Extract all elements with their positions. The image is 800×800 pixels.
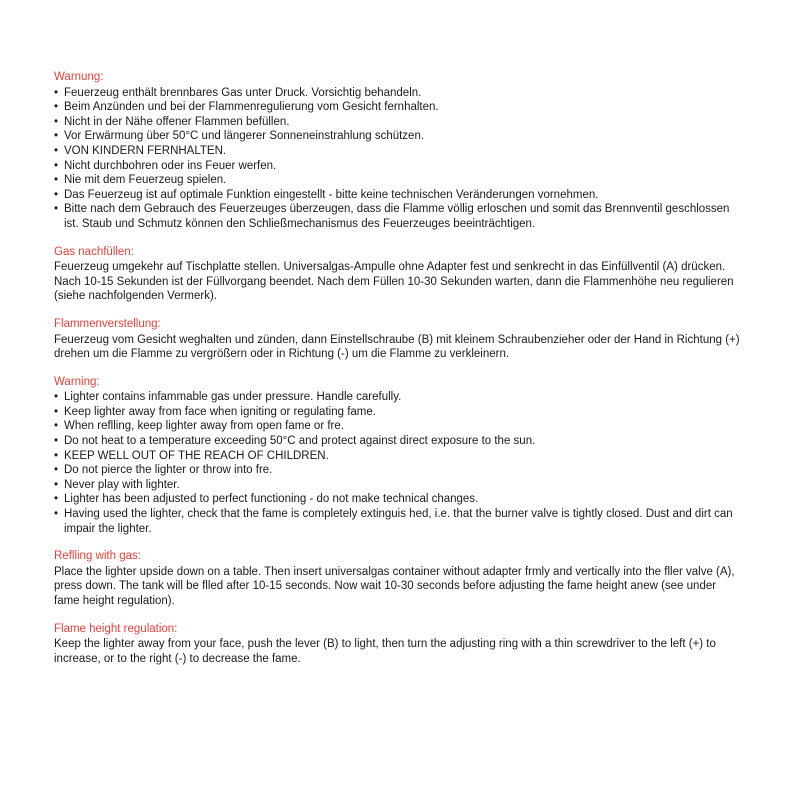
section-flammenverstellung	[54, 317, 744, 362]
warning-en-list	[54, 390, 744, 536]
section-heading: Flammenverstellung:	[54, 317, 161, 330]
list-item-text: Lighter contains infammable gas under pressure. Handle carefully.	[64, 391, 402, 404]
list-item	[54, 159, 744, 174]
section-warning-en	[54, 375, 744, 537]
list-item	[54, 129, 744, 144]
section-heading: Gas nachfüllen:	[54, 245, 134, 258]
section-paragraph: Feuerzeug vom Gesicht weghalten und zünden, dann Einstellschraube (B) mit kleinem Schraubenzieher oder der Hand in Richtung (+) drehen um die Flamme zu vergrößern oder in Richtung (-) um die Flamme zu verkleinern.	[54, 333, 740, 361]
section-paragraph: Keep the lighter away from your face, push the lever (B) to light, then turn the adjusting ring with a thin screwdriver to the left (+) to increase, or to the right (-) to decrease the fame.	[54, 638, 716, 665]
list-item	[54, 492, 744, 507]
list-item	[54, 463, 744, 478]
list-item	[54, 202, 744, 231]
section-heading: Warning:	[54, 375, 100, 388]
list-item-text: Beim Anzünden und bei der Flammenregulierung vom Gesicht fernhalten.	[64, 101, 439, 114]
section-gas-nachfuellen	[54, 245, 744, 304]
list-item-text: Nicht in der Nähe offener Flammen befüllen.	[64, 115, 290, 128]
list-item	[54, 115, 744, 130]
list-item-text: Vor Erwärmung über 50°C und längerer Sonneneinstrahlung schützen.	[64, 130, 425, 143]
warning-de-list	[54, 86, 744, 232]
list-item	[54, 507, 744, 536]
list-item	[54, 449, 744, 464]
list-item-text: Do not pierce the lighter or throw into fre.	[64, 464, 273, 477]
list-item	[54, 478, 744, 493]
list-item-text: When reflling, keep lighter away from open fame or fre.	[64, 420, 344, 433]
section-reflling-with-gas	[54, 549, 744, 608]
list-item-text: Das Feuerzeug ist auf optimale Funktion eingestellt - bitte keine technischen Veränderungen vornehmen.	[64, 188, 599, 201]
list-item-text: Feuerzeug enthält brennbares Gas unter Druck. Vorsichtig behandeln.	[64, 86, 422, 99]
list-item	[54, 86, 744, 101]
list-item-text: Never play with lighter.	[64, 478, 180, 491]
list-item	[54, 188, 744, 203]
section-heading: Warnung:	[54, 71, 104, 83]
list-item-text: Keep lighter away from face when igniting or regulating fame.	[64, 405, 376, 418]
section-paragraph: Place the lighter upside down on a table. Then insert universalgas container without adapter frmly and vertically into the fller valve (A), press down. The tank will be flled after 10-15 seconds. Now wait 10-30 seconds before adjusting the fame height anew (see under fame height regulation).	[54, 565, 735, 607]
list-item-text: Having used the lighter, check that the fame is completely extinguis hed, i.e. that the burner valve is tightly closed. Dust and dirt can impair the lighter.	[64, 508, 733, 535]
list-item-text: Nie mit dem Feuerzeug spielen.	[64, 174, 227, 187]
list-item-text: Lighter has been adjusted to perfect functioning - do not make technical changes.	[64, 493, 479, 506]
list-item	[54, 434, 744, 449]
section-warnung-de	[54, 70, 744, 232]
list-item-text: Bitte nach dem Gebrauch des Feuerzeuges überzeugen, dass die Flamme völlig erloschen und somit das Brennventil geschlossen ist. Staub und Schmutz können den Schließmechanismus des Feuerzeuges beeinträchtigen.	[64, 203, 730, 230]
section-paragraph: Feuerzeug umgekehr auf Tischplatte stellen. Universalgas-Ampulle ohne Adapter fest und senkrecht in das Einfüllventil (A) drücken. Nach 10-15 Sekunden ist der Füllvorgang beendet. Nach dem Füllen 10-30 Sekunden warten, dann die Flammenhöhe neu regulieren (siehe nachfolgenden Vermerk).	[54, 261, 734, 303]
section-heading: Flame height regulation:	[54, 622, 178, 635]
instruction-sheet	[54, 70, 744, 666]
list-item	[54, 405, 744, 420]
list-item-text: KEEP WELL OUT OF THE REACH OF CHILDREN.	[64, 449, 329, 462]
list-item	[54, 100, 744, 115]
section-heading: Reflling with gas:	[54, 550, 141, 563]
list-item	[54, 144, 744, 159]
section-flame-height-regulation	[54, 622, 744, 667]
list-item-text: Nicht durchbohren oder ins Feuer werfen.	[64, 159, 277, 172]
list-item	[54, 173, 744, 188]
list-item-text: VON KINDERN FERNHALTEN.	[64, 144, 227, 157]
list-item-text: Do not heat to a temperature exceeding 50°C and protect against direct exposure to the sun.	[64, 435, 536, 448]
list-item	[54, 390, 744, 405]
list-item	[54, 419, 744, 434]
